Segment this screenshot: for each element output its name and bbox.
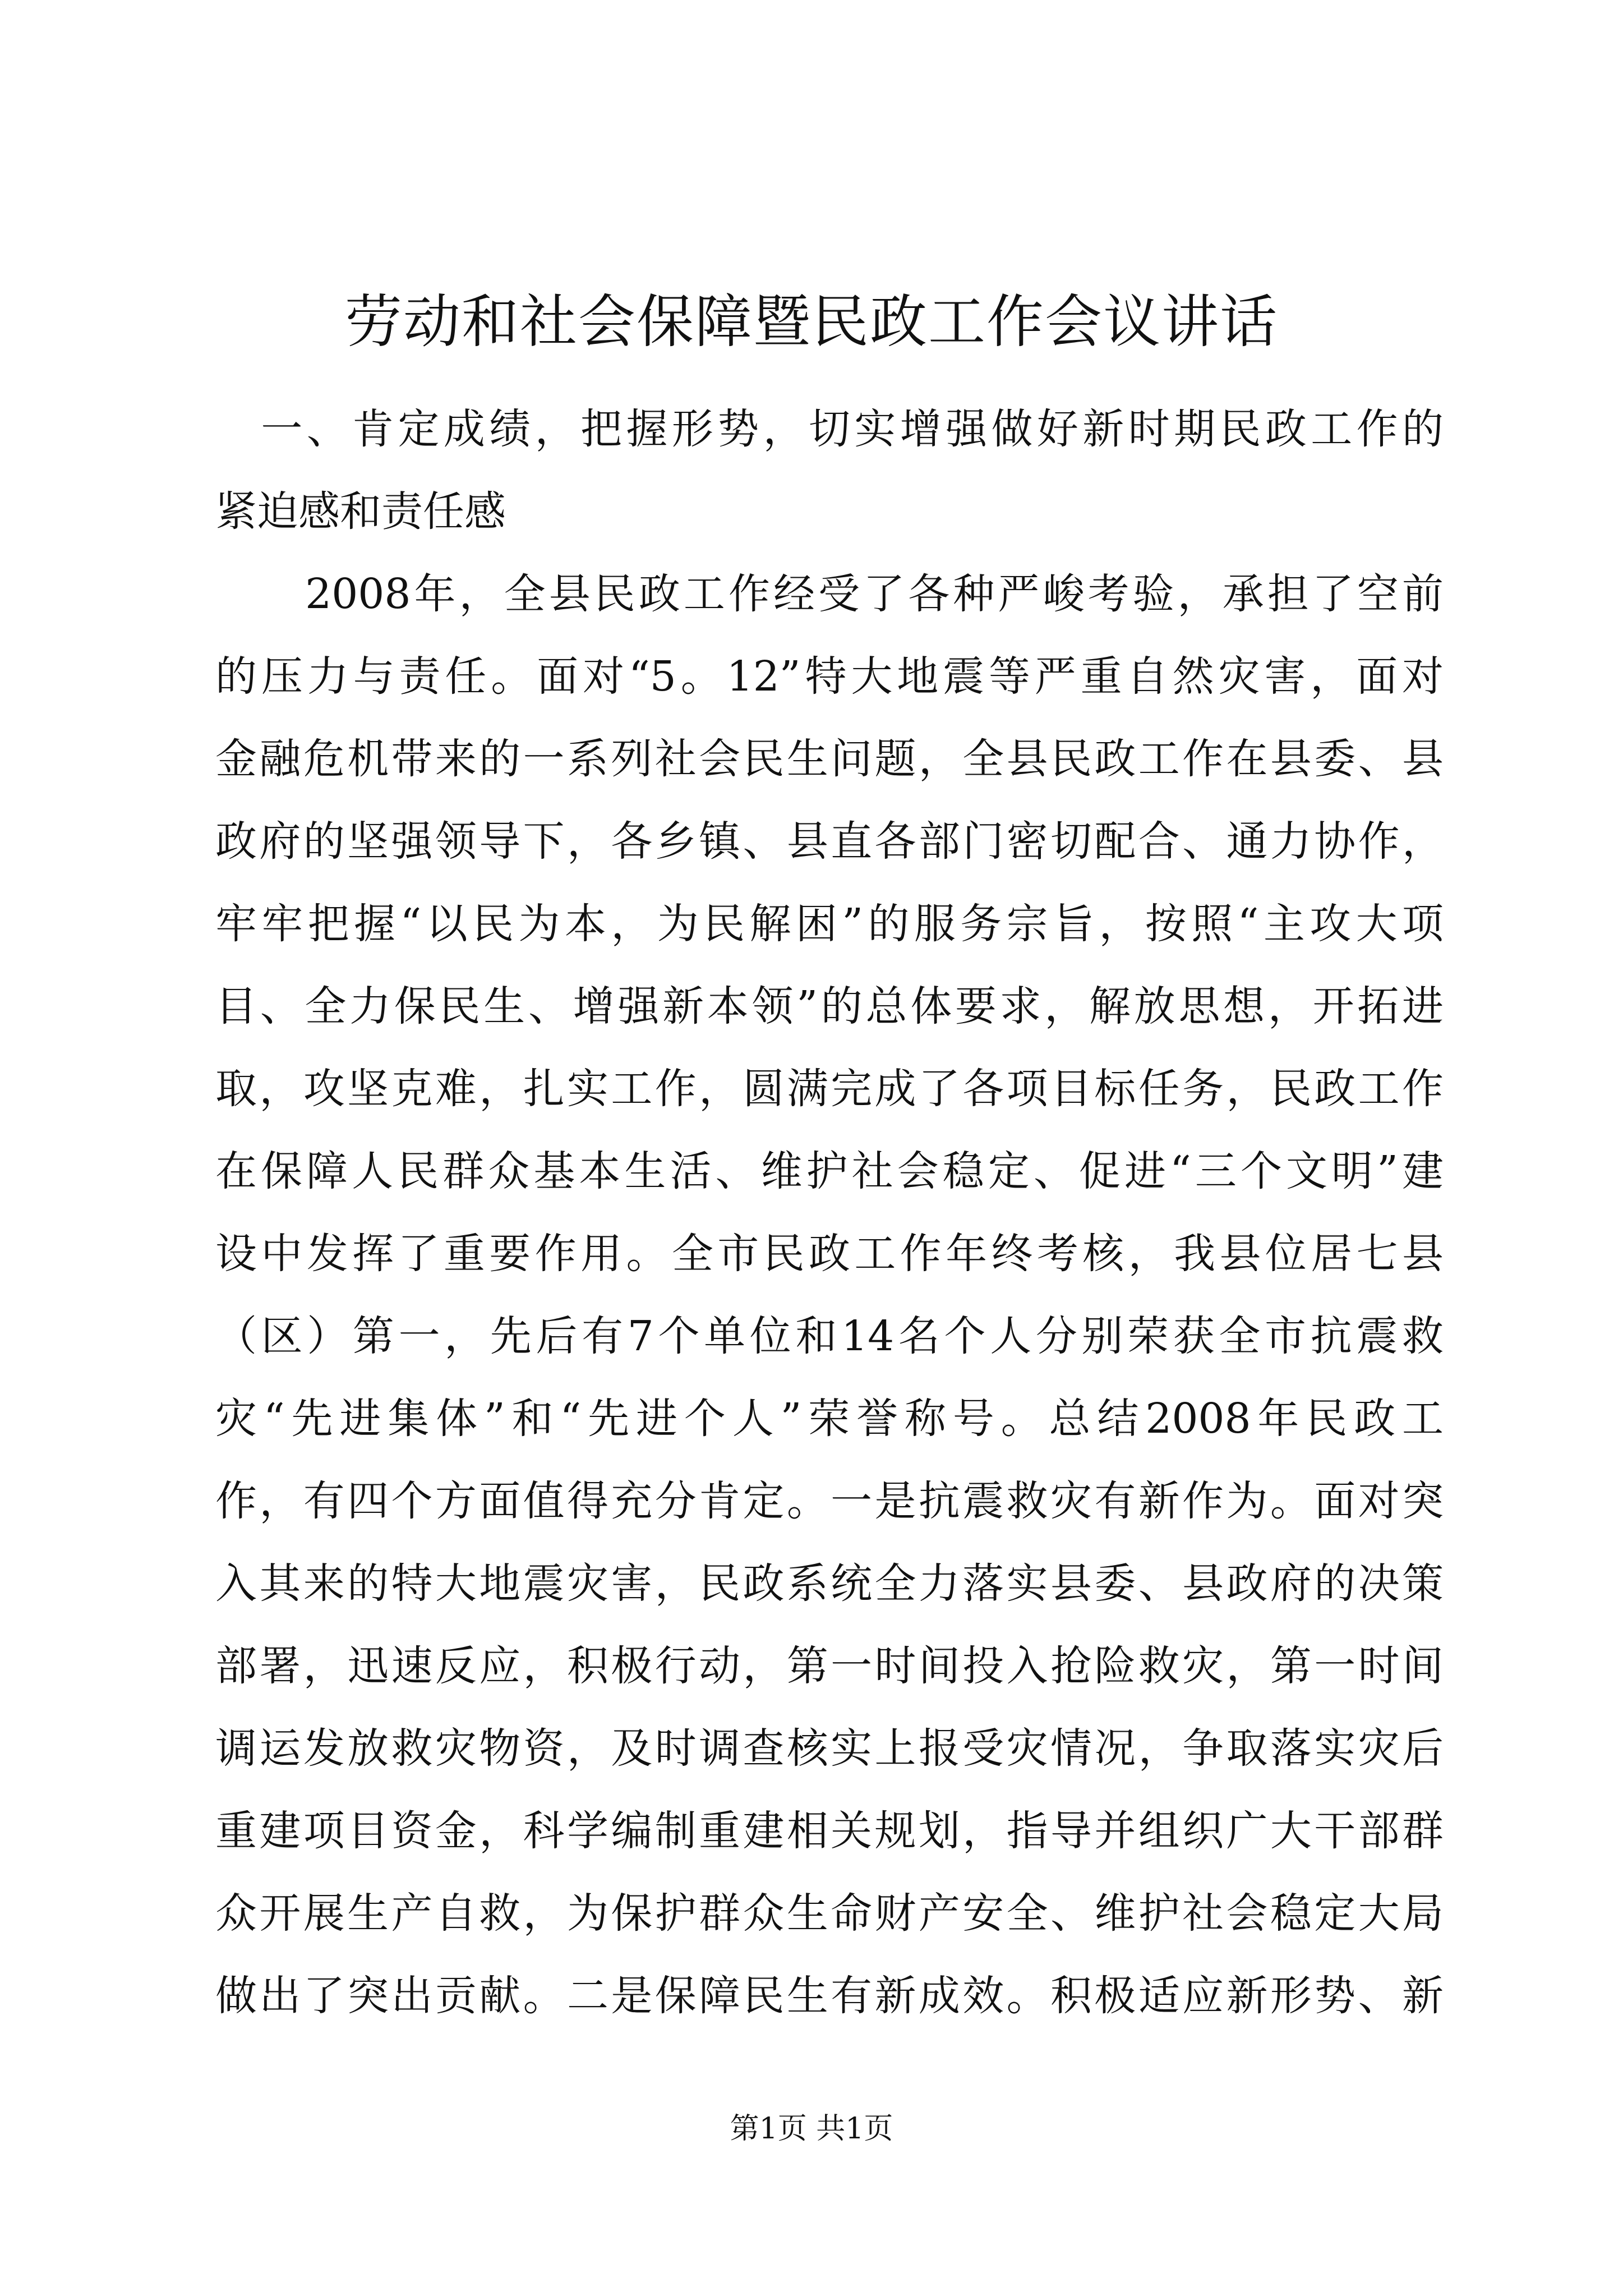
- paragraph-line: 在保障人民群众基本生活、维护社会稳定、促进“三个文明”建: [215, 1147, 1444, 1195]
- paragraph-line: 设中发挥了重要作用。全市民政工作年终考核，我县位居七县: [215, 1230, 1444, 1278]
- paragraph-line: 调运发放救灾物资，及时调查核实上报受灾情况，争取落实灾后: [215, 1724, 1444, 1773]
- paragraph-line: 目、全力保民生、增强新本领”的总体要求，解放思想，开拓进: [215, 982, 1444, 1030]
- paragraph-line: 做出了突出贡献。二是保障民生有新成效。积极适应新形势、新: [215, 1972, 1444, 2020]
- page-footer: 第1页 共1页: [730, 2112, 893, 2146]
- paragraph-line: 牢牢把握“以民为本，为民解困”的服务宗旨，按照“主攻大项: [215, 900, 1444, 948]
- paragraph-line: 取，攻坚克难，扎实工作，圆满完成了各项目标任务，民政工作: [215, 1065, 1444, 1113]
- document-body: [215, 388, 1444, 2037]
- paragraph-line: 2008年，全县民政工作经受了各种严峻考验，承担了空前: [215, 570, 1444, 618]
- document-title: 劳动和社会保障暨民政工作会议讲话: [345, 289, 1278, 356]
- paragraph-line: 灾“先进集体”和“先进个人”荣誉称号。总结2008年民政工: [215, 1395, 1444, 1443]
- paragraph-line: 入其来的特大地震灾害，民政系统全力落实县委、县政府的决策: [215, 1559, 1444, 1608]
- paragraph-line: 的压力与责任。面对“5。12”特大地震等严重自然灾害，面对: [215, 652, 1444, 701]
- paragraph-line: （区）第一，先后有7个单位和14名个人分别荣获全市抗震救: [215, 1312, 1444, 1360]
- paragraph-line: 众开展生产自救，为保护群众生命财产安全、维护社会稳定大局: [215, 1889, 1444, 1938]
- section-heading-line-2: 紧迫感和责任感: [215, 487, 506, 536]
- paragraph-line: 作，有四个方面值得充分肯定。一是抗震救灾有新作为。面对突: [215, 1477, 1444, 1525]
- paragraph-line: 部署，迅速反应，积极行动，第一时间投入抢险救灾，第一时间: [215, 1642, 1444, 1690]
- section-heading-line-1: 一、肯定成绩，把握形势，切实增强做好新时期民政工作的: [215, 405, 1444, 453]
- paragraph-line: 重建项目资金，科学编制重建相关规划，指导并组织广大干部群: [215, 1807, 1444, 1855]
- paragraph-line: 政府的坚强领导下，各乡镇、县直各部门密切配合、通力协作，: [215, 817, 1444, 866]
- paragraph-line: 金融危机带来的一系列社会民生问题，全县民政工作在县委、县: [215, 735, 1444, 783]
